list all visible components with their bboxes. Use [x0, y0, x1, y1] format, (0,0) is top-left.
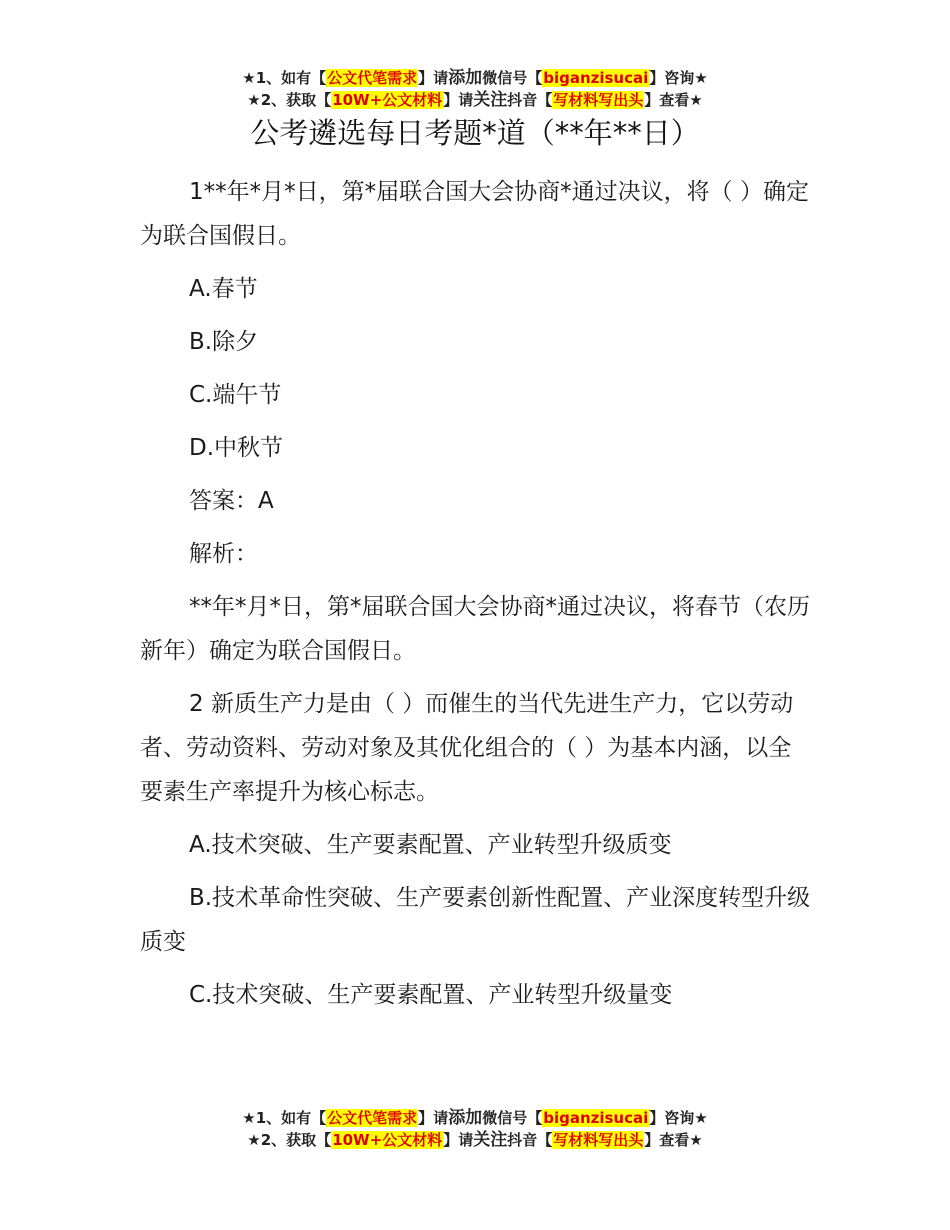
question-2-stem: 2 新质生产力是由（ ）而催生的当代先进生产力，它以劳动者、劳动资料、劳动对象及其优化组合的（ ）为基本内涵，以全要素生产率提升为核心标志。 — [140, 691, 794, 805]
banner-highlight: biganzisucai — [543, 1109, 649, 1127]
banner-highlight: 公文代笔需求 — [327, 69, 418, 87]
document-body — [140, 170, 812, 1026]
page-title: 公考遴选每日考题*道（**年**日） — [250, 116, 700, 150]
banner-text: ★2、获取【 — [247, 91, 332, 109]
question-1-option-d: D.中秋节 — [189, 435, 284, 461]
banner-text: ★1、如有【 — [242, 1109, 327, 1127]
header-banner — [0, 67, 950, 111]
banner-text: 抖音【 — [507, 1131, 553, 1149]
question-1-option-a: A.春节 — [189, 276, 258, 302]
banner-text: 】咨询★ — [649, 69, 708, 87]
banner-text: ★2、获取【 — [247, 1131, 332, 1149]
banner-highlight: 10W+公文材料 — [332, 1131, 443, 1149]
question-2-option-a: A.技术突破、生产要素配置、产业转型升级质变 — [189, 832, 672, 858]
banner-emphasis: 关注 — [473, 1130, 508, 1150]
banner-line-1 — [0, 1107, 950, 1129]
banner-line-1 — [0, 67, 950, 89]
banner-text: 】请 — [443, 1131, 474, 1149]
question-1-analysis: **年*月*日，第*届联合国大会协商*通过决议，将春节（农历新年）确定为联合国假日。 — [140, 594, 810, 664]
banner-text: 抖音【 — [507, 91, 553, 109]
question-2-option-c: C.技术突破、生产要素配置、产业转型升级量变 — [189, 982, 673, 1008]
question-2-option-b: B.技术革命性突破、生产要素创新性配置、产业深度转型升级质变 — [140, 885, 811, 955]
question-1-stem: 1**年*月*日，第*届联合国大会协商*通过决议，将（ ）确定为联合国假日。 — [140, 179, 809, 249]
banner-text: 微信号【 — [482, 1109, 543, 1127]
banner-emphasis: 添加 — [448, 1108, 483, 1128]
banner-text: 】咨询★ — [649, 1109, 708, 1127]
banner-emphasis: 关注 — [473, 90, 508, 110]
banner-text: 微信号【 — [482, 69, 543, 87]
banner-text: 】查看★ — [644, 1131, 703, 1149]
banner-text: 】请 — [418, 69, 449, 87]
banner-text: ★1、如有【 — [242, 69, 327, 87]
banner-highlight: 写材料写出头 — [553, 91, 644, 109]
banner-highlight: 公文代笔需求 — [327, 1109, 418, 1127]
banner-highlight: biganzisucai — [543, 69, 649, 87]
banner-highlight: 写材料写出头 — [553, 1131, 644, 1149]
banner-highlight: 10W+公文材料 — [332, 91, 443, 109]
banner-text: 】请 — [443, 91, 474, 109]
footer-banner — [0, 1107, 950, 1151]
question-1-analysis-label: 解析： — [189, 541, 258, 567]
question-1-option-b: B.除夕 — [189, 329, 259, 355]
question-1-option-c: C.端午节 — [189, 382, 282, 408]
banner-text: 】查看★ — [644, 91, 703, 109]
banner-emphasis: 添加 — [448, 68, 483, 88]
banner-text: 】请 — [418, 1109, 449, 1127]
question-1-answer: 答案：A — [189, 488, 274, 514]
banner-line-2 — [0, 89, 950, 111]
banner-line-2 — [0, 1129, 950, 1151]
